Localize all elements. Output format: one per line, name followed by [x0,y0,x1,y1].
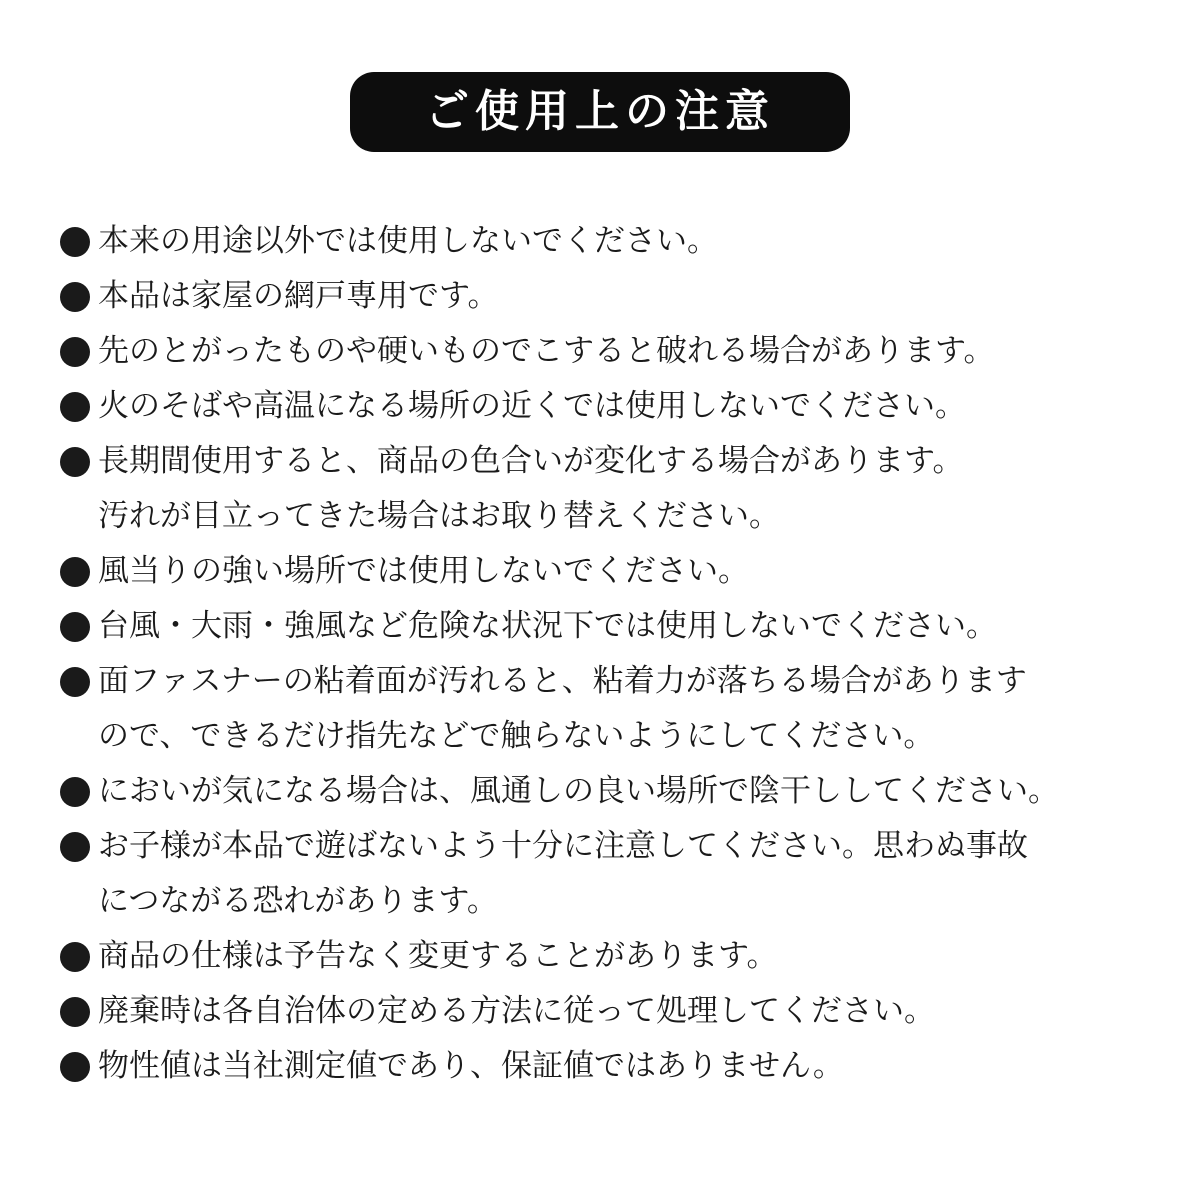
notice-line: 面ファスナーの粘着面が汚れると、粘着力が落ちる場合があります [98,663,1027,699]
notice-text [98,654,1027,764]
notice-line: 火のそばや高温になる場所の近くでは使用しないでください。 [98,388,966,424]
bullet-icon [60,324,98,379]
notice-item [60,544,1180,599]
notice-item [60,654,1180,764]
notice-line: においが気になる場合は、風通しの良い場所で陰干ししてください。 [98,773,1059,809]
notice-text [98,929,778,984]
notice-line: お子様が本品で遊ばないよう十分に注意してください。思わぬ事故 [98,828,1028,864]
notice-item [60,984,1180,1039]
bullet-icon [60,654,98,709]
bullet-icon [60,929,98,984]
bullet-icon [60,1039,98,1094]
bullet-icon [60,434,98,489]
notice-text [98,544,749,599]
notice-line: 本品は家屋の網戸専用です。 [98,278,499,314]
notice-item [60,929,1180,984]
notice-text [98,1039,844,1094]
bullet-icon [60,764,98,819]
notice-line: 商品の仕様は予告なく変更することがあります。 [98,938,778,974]
bullet-icon [60,599,98,654]
page-title: ご使用上の注意 [425,86,775,137]
notice-item [60,324,1180,379]
notice-line: 物性値は当社測定値であり、保証値ではありません。 [98,1048,844,1084]
notice-text [98,764,1059,819]
notice-line: ので、できるだけ指先などで触らないようにしてください。 [98,718,935,754]
title-banner [350,72,850,152]
notice-text [98,269,499,324]
notice-text [98,379,966,434]
notice-text [98,984,935,1039]
notice-text [98,324,995,379]
notice-line: 廃棄時は各自治体の定める方法に従って処理してください。 [98,993,935,1029]
bullet-icon [60,269,98,324]
notice-item [60,764,1180,819]
notice-line: につながる恐れがあります。 [98,883,498,919]
bullet-icon [60,544,98,599]
bullet-icon [60,984,98,1039]
notice-item [60,379,1180,434]
bullet-icon [60,819,98,874]
notice-text [98,819,1028,929]
notice-list [60,214,1180,1094]
notice-text [98,434,964,544]
notice-line: 台風・大雨・強風など危険な状況下では使用しないでください。 [98,608,997,644]
notice-line: 長期間使用すると、商品の色合いが変化する場合があります。 [98,443,964,479]
notice-line: 先のとがったものや硬いものでこすると破れる場合があります。 [98,333,995,369]
bullet-icon [60,214,98,269]
notice-line: 本来の用途以外では使用しないでください。 [98,223,718,259]
bullet-icon [60,379,98,434]
notice-item [60,269,1180,324]
notice-item [60,819,1180,929]
notice-item [60,1039,1180,1094]
notice-text [98,214,718,269]
notice-item [60,214,1180,269]
notice-item [60,599,1180,654]
notice-line: 汚れが目立ってきた場合はお取り替えください。 [98,498,780,534]
notice-item [60,434,1180,544]
notice-line: 風当りの強い場所では使用しないでください。 [98,553,749,589]
notice-text [98,599,997,654]
